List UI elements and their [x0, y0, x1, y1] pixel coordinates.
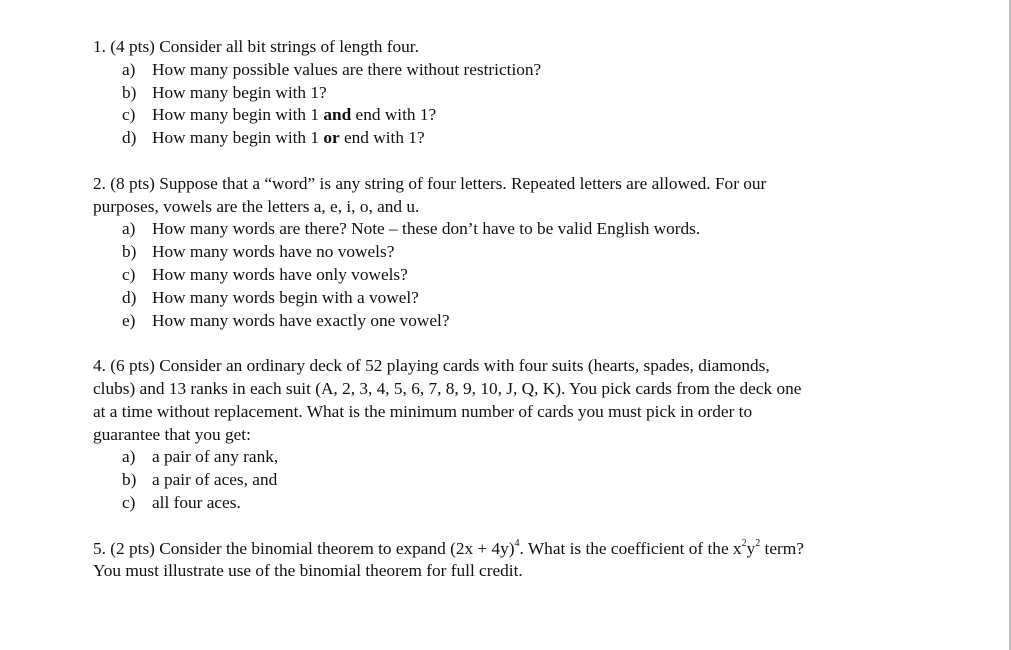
- part-text: a pair of aces, and: [152, 470, 278, 490]
- part-label: b): [122, 242, 137, 262]
- question-4-part-c: [93, 492, 973, 515]
- question-1: [93, 36, 973, 150]
- exponent-x: 2: [741, 537, 747, 549]
- part-label: a): [122, 219, 136, 239]
- part-label: c): [122, 264, 136, 284]
- question-5: [93, 538, 973, 584]
- spacer: [93, 332, 973, 355]
- question-4-stem-line-2: clubs) and 13 ranks in each suit (A, 2, 3, 4, 5, 6, 7, 8, 9, 10, J, Q, K). You pick cards from the deck one: [93, 378, 802, 398]
- question-2-stem-line-1: 2. (8 pts) Suppose that a “word” is any string of four letters. Repeated letters are allowed. For our: [93, 173, 767, 193]
- question-2-part-b: [93, 241, 973, 264]
- question-4-stem-line-1: 4. (6 pts) Consider an ordinary deck of 52 playing cards with four suits (hearts, spades, diamonds,: [93, 356, 770, 376]
- question-2-stem-line-2: purposes, vowels are the letters a, e, i, o, and u.: [93, 196, 420, 216]
- part-text: How many words have only vowels?: [152, 264, 408, 284]
- part-label: c): [122, 105, 136, 125]
- part-text-pre: How many begin with 1: [152, 105, 324, 125]
- part-label: b): [122, 82, 137, 102]
- question-1-part-b: [93, 82, 973, 105]
- question-4-part-b: [93, 469, 973, 492]
- part-label: a): [122, 59, 136, 79]
- part-text: How many begin with 1?: [152, 82, 327, 102]
- question-5-text-b: . What is the coefficient of the x: [519, 538, 742, 558]
- part-text: How many words begin with a vowel?: [152, 287, 419, 307]
- part-text: How many possible values are there without restriction?: [152, 59, 542, 79]
- question-2-part-a: [93, 218, 973, 241]
- exponent-outer: 4: [514, 537, 520, 549]
- question-4: [93, 355, 973, 515]
- question-2: [93, 173, 973, 333]
- spacer: [93, 150, 973, 173]
- question-2-part-e: [93, 310, 973, 333]
- question-2-part-c: [93, 264, 973, 287]
- part-label: d): [122, 287, 137, 307]
- part-text: How many words have no vowels?: [152, 242, 395, 262]
- part-text-pre: How many begin with 1: [152, 128, 324, 148]
- question-4-stem-line-3: at a time without replacement. What is the minimum number of cards you must pick in order to: [93, 401, 753, 421]
- part-label: c): [122, 492, 136, 512]
- part-text-post: end with 1?: [339, 128, 425, 148]
- question-5-text-c: y: [746, 538, 756, 558]
- problem-set: [93, 36, 973, 583]
- question-5-text-d: term?: [760, 538, 804, 558]
- question-5-text-a: 5. (2 pts) Consider the binomial theorem to expand (2x + 4y): [93, 538, 515, 558]
- question-4-stem-line-4: guarantee that you get:: [93, 424, 251, 444]
- question-5-line-1: [93, 538, 973, 561]
- question-4-part-a: [93, 446, 973, 469]
- part-text: How many words are there? Note – these don’t have to be valid English words.: [152, 219, 701, 239]
- exponent-y: 2: [755, 537, 761, 549]
- part-label: e): [122, 310, 136, 330]
- question-2-part-d: [93, 287, 973, 310]
- part-label: a): [122, 447, 136, 467]
- part-text-post: end with 1?: [351, 105, 437, 125]
- part-text-bold: and: [323, 105, 352, 125]
- spacer: [93, 515, 973, 538]
- question-1-part-c: [93, 104, 973, 127]
- part-text: a pair of any rank,: [152, 447, 279, 467]
- part-label: b): [122, 470, 137, 490]
- part-text: all four aces.: [152, 492, 241, 512]
- question-1-part-a: [93, 59, 973, 82]
- question-1-stem: 1. (4 pts) Consider all bit strings of length four.: [93, 37, 419, 56]
- question-5-line-2: You must illustrate use of the binomial theorem for full credit.: [93, 561, 523, 581]
- question-1-part-d: [93, 127, 973, 150]
- part-text: How many words have exactly one vowel?: [152, 310, 450, 330]
- part-label: d): [122, 128, 137, 148]
- part-text-bold: or: [323, 128, 340, 148]
